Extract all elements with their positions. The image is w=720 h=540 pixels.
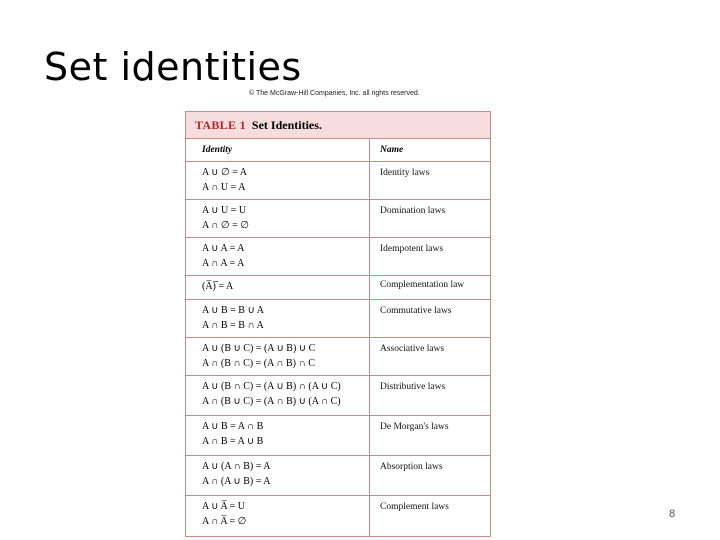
table-row: [186, 416, 490, 456]
identity-cell: [186, 416, 370, 455]
identity-formula: A ∩ (B ∪ C) = (A ∩ B) ∪ (A ∩ C): [202, 396, 341, 407]
law-name-cell: Complementation law: [380, 280, 465, 290]
law-name-cell: Absorption laws: [380, 462, 443, 472]
identity-formula: A ∪ A = A: [202, 243, 245, 254]
table-title: Set Identities.: [251, 117, 322, 132]
set-identities-table: [185, 111, 491, 537]
column-header-name: Name: [380, 145, 404, 155]
identity-formula: A ∪ ∅ = A: [202, 167, 248, 178]
column-headers: [186, 139, 490, 162]
law-name-cell: De Morgan's laws: [380, 422, 449, 432]
identity-formula: A ∪ B = B ∪ A: [202, 305, 264, 316]
table-row: [186, 238, 490, 276]
identity-cell: [186, 300, 370, 337]
table-row: [186, 300, 490, 338]
identity-formula: A ∩ A̅ = ∅: [202, 516, 247, 527]
table-row: [186, 200, 490, 238]
identity-cell: [186, 238, 370, 275]
slide-title: Set identities: [44, 45, 302, 89]
identity-formula: A ∩ B = A ∪ B: [202, 436, 264, 447]
identity-formula: A ∩ ∅ = ∅: [202, 220, 249, 231]
table-row: [186, 376, 490, 416]
identity-formula: A ∪ (A ∩ B) = A: [202, 461, 271, 472]
copyright-notice: © The McGraw-Hill Companies, Inc. all rights reserved.: [249, 90, 420, 97]
identity-formula: A ∪ (B ∪ C) = (A ∪ B) ∪ C: [202, 343, 316, 354]
law-name-cell: Identity laws: [380, 168, 430, 178]
identity-cell: [186, 338, 370, 375]
identity-formula: A ∪ (B ∩ C) = (A ∪ B) ∩ (A ∪ C): [202, 381, 341, 392]
identity-formula: A ∩ A = A: [202, 258, 245, 269]
identity-formula: A ∩ (A ∪ B) = A: [202, 476, 271, 487]
table-row: [186, 338, 490, 376]
table-caption: [186, 112, 490, 139]
identity-cell: [186, 376, 370, 415]
law-name-cell: Domination laws: [380, 206, 446, 216]
identity-formula: A ∩ B = B ∩ A: [202, 320, 264, 331]
identity-formula: A ∪ U = U: [202, 205, 247, 216]
law-name-cell: Associative laws: [380, 344, 445, 354]
table-label: TABLE 1: [195, 117, 246, 132]
table-row: [186, 456, 490, 496]
law-name-cell: Idempotent laws: [380, 244, 444, 254]
identity-cell: [186, 162, 370, 199]
law-name-cell: Complement laws: [380, 502, 449, 512]
identity-formula: A ∩ (B ∩ C) = (A ∩ B) ∩ C: [202, 358, 315, 369]
table-row: [186, 162, 490, 200]
table-row: [186, 276, 490, 300]
identity-formula: (A̅)̅ = A: [202, 281, 234, 292]
identity-cell: [186, 456, 370, 495]
law-name-cell: Commutative laws: [380, 306, 452, 316]
table-row: [186, 496, 490, 536]
page-number: 8: [669, 508, 676, 520]
identity-formula: A ∩ U = A: [202, 182, 246, 193]
identity-cell: [186, 276, 370, 299]
identity-formula: A ∪ B = A ∩ B: [202, 421, 264, 432]
table-body: [186, 162, 490, 536]
law-name-cell: Distributive laws: [380, 382, 446, 392]
identity-cell: [186, 200, 370, 237]
column-header-identity: Identity: [186, 139, 370, 161]
identity-cell: [186, 496, 370, 536]
identity-formula: A ∪ A̅ = U: [202, 501, 245, 512]
